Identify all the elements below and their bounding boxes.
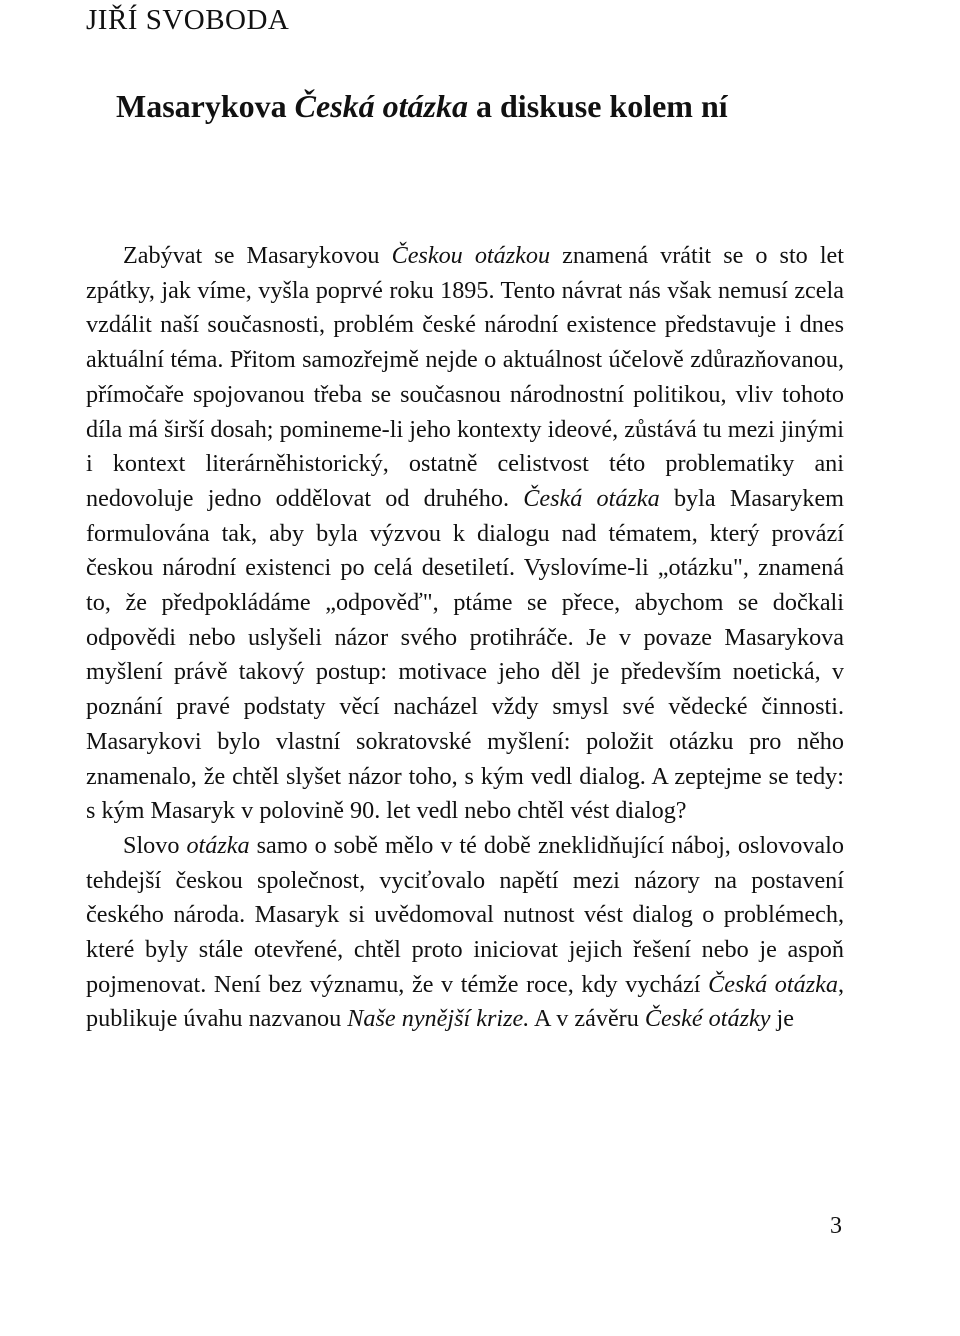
page-number: 3 <box>830 1213 842 1239</box>
italic-phrase: České otázky <box>644 1005 771 1033</box>
text-run: byla Masarykem formulována tak, aby byla výzvou k dialogu nad tématem, který provází českou národní existenci po celá desetiletí. Vyslovíme-li „otázku", znamená to, že předpokládáme „odpověď", ptáme se přece, abychom se dočkali odpovědi nebo uslyšeli názor svého protihráče. Je v povaze Masarykova myšlení právě takový postup: motivace jeho děl je především noetická, v poznání pravé podstaty věcí nacházel vždy smysl své vědecké činnosti. Masarykovi bylo vlastní sokratovské myšlení: položit otázku pro něho znamenalo, že chtěl slyšet názor toho, s kým vedl dialog. A zeptejme se tedy: s kým Masaryk v polovině 90. let vedl nebo chtěl vést dialog? <box>86 484 844 825</box>
text-run: je <box>770 1005 794 1033</box>
italic-phrase: Česká otázka <box>708 970 838 998</box>
article-title <box>116 88 728 125</box>
author-name: JIŘÍ SVOBODA <box>86 4 290 36</box>
paragraph <box>86 239 844 829</box>
italic-phrase: otázka <box>186 831 250 859</box>
italic-phrase: Českou otázkou <box>391 242 551 269</box>
italic-phrase: Česká otázka <box>523 484 660 512</box>
title-italic-work: Česká otázka <box>294 88 468 124</box>
text-run: Zabývat se Masarykovou <box>123 242 392 269</box>
title-text-start: Masarykova <box>116 88 295 124</box>
article-body <box>86 239 844 1037</box>
italic-phrase: Naše nynější krize. <box>347 1005 530 1033</box>
text-run: A v závěru <box>529 1005 645 1033</box>
text-run: znamená vrátit se o sto let zpátky, jak víme, vyšla poprvé roku 1895. Tento návrat nás však nemusí zcela vzdálit naší současnosti, problém české národní existence představuje i dnes aktuální téma. Přitom samozřejmě nejde o aktuálnost účelově zdůrazňovanou, přímočaře spojovanou třeba se současnou národnostní politikou, vliv tohoto díla má širší dosah; pomineme-li jeho kontexty ideové, zůstává tu mezi jinými i kontext literárněhistorický, ostatně celistvost této problematiky ani nedovoluje jedno oddělovat od druhého. <box>86 242 844 512</box>
text-run: , publikuje úvahu nazvanou <box>86 970 844 1033</box>
text-run: samo o sobě mělo v té době zneklidňující náboj, oslovovalo tehdejší českou společnost, vyciťovalo napětí mezi názory na postavení českého národa. Masaryk si uvědomoval nutnost vést dialog o problémech, které byly stále otevřené, chtěl proto iniciovat jejich řešení nebo je aspoň pojmenovat. Není bez významu, že v témže roce, kdy vychází <box>86 831 844 998</box>
paragraph <box>86 829 844 1037</box>
text-run: Slovo <box>123 831 187 859</box>
title-text-end: a diskuse kolem ní <box>468 88 728 124</box>
